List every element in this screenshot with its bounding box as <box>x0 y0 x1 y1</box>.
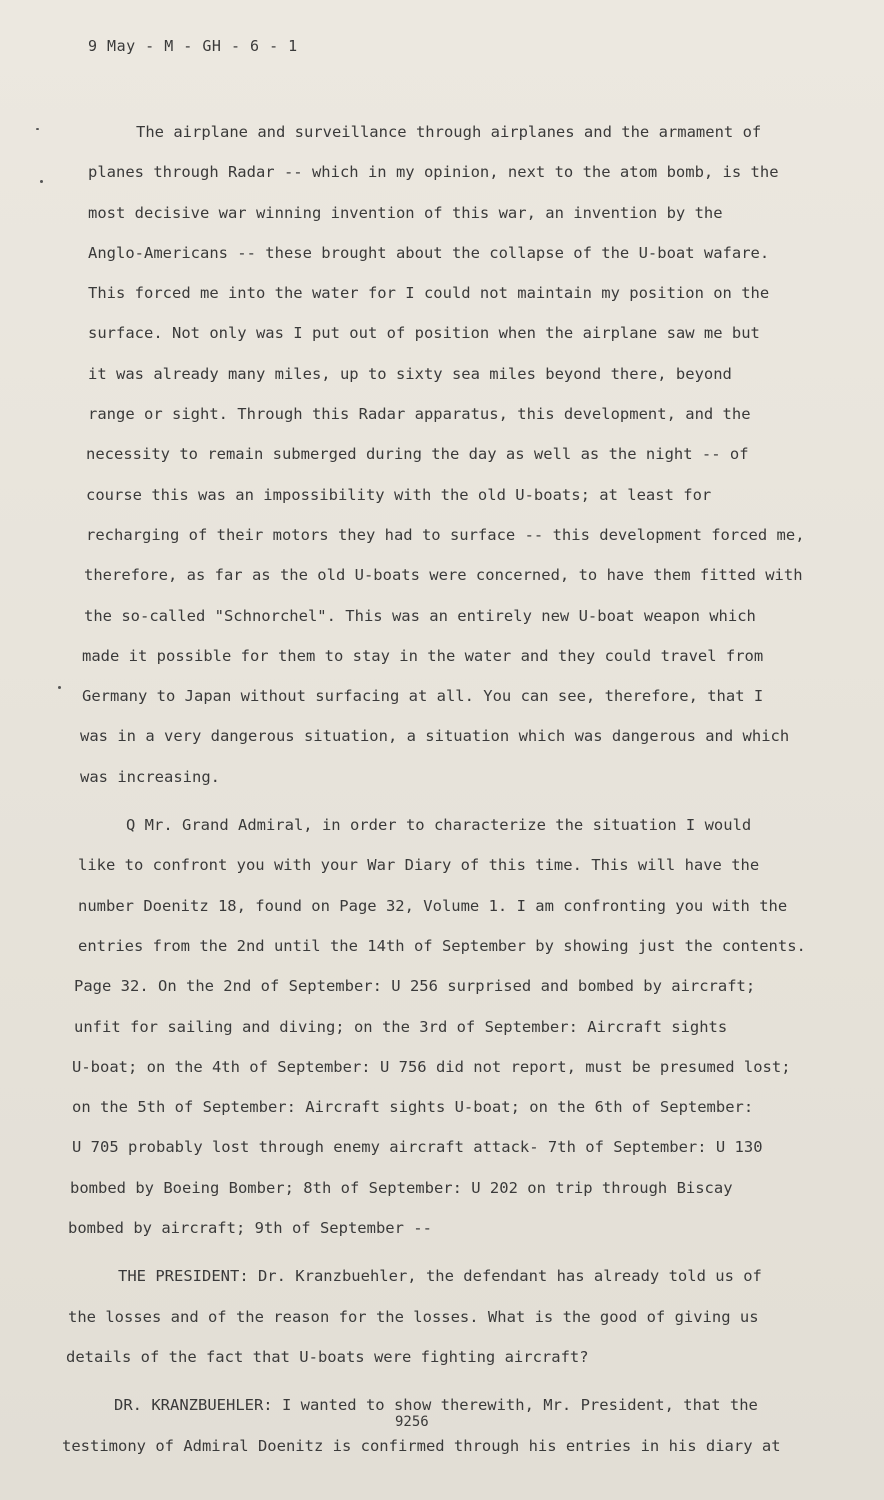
text-line: entries from the 2nd until the 14th of September by showing just the contents. <box>78 936 806 955</box>
page-header: 9 May - M - GH - 6 - 1 <box>88 37 298 55</box>
testimony-body <box>62 112 838 1466</box>
text-line: was increasing. <box>80 767 220 786</box>
paragraph-president <box>66 1256 838 1377</box>
text-line: The airplane and surveillance through airplanes and the armament of <box>136 123 762 141</box>
text-line: THE PRESIDENT: Dr. Kranzbuehler, the defendant has already told us of <box>118 1267 762 1286</box>
paper-speck <box>58 686 61 689</box>
text-line: course this was an impossibility with the old U-boats; at least for <box>86 485 712 504</box>
text-line: it was already many miles, up to sixty sea miles beyond there, beyond <box>88 364 732 383</box>
text-line: number Doenitz 18, found on Page 32, Volume 1. I am confronting you with the <box>78 896 788 915</box>
text-line: recharging of their motors they had to surface -- this development forced me, <box>86 525 805 544</box>
text-line: was in a very dangerous situation, a situation which was dangerous and which <box>80 727 790 746</box>
text-line: unfit for sailing and diving; on the 3rd of September: Aircraft sights <box>74 1017 728 1036</box>
text-line: Q Mr. Grand Admiral, in order to characterize the situation I would <box>126 816 752 835</box>
text-line: Germany to Japan without surfacing at all. You can see, therefore, that I <box>82 687 764 706</box>
text-line: testimony of Admiral Doenitz is confirmed through his entries in his diary at <box>62 1436 781 1455</box>
text-line: surface. Not only was I put out of position when the airplane saw me but <box>88 324 760 343</box>
text-line: the losses and of the reason for the losses. What is the good of giving us <box>68 1307 759 1326</box>
text-line: details of the fact that U-boats were fighting aircraft? <box>66 1347 589 1366</box>
text-line: made it possible for them to stay in the water and they could travel from <box>82 646 764 665</box>
text-line: therefore, as far as the old U-boats were concerned, to have them fitted with <box>84 566 803 585</box>
text-line: on the 5th of September: Aircraft sights U-boat; on the 6th of September: <box>72 1098 754 1117</box>
text-line: range or sight. Through this Radar apparatus, this development, and the <box>88 405 751 424</box>
text-line: U-boat; on the 4th of September: U 756 did not report, must be presumed lost; <box>72 1057 791 1076</box>
text-line: bombed by Boeing Bomber; 8th of September: U 202 on trip through Biscay <box>70 1178 733 1197</box>
text-line: Page 32. On the 2nd of September: U 256 surprised and bombed by aircraft; <box>74 977 756 996</box>
text-line: This forced me into the water for I could not maintain my position on the <box>88 284 770 303</box>
paper-speck <box>40 180 43 183</box>
text-line: like to confront you with your War Diary of this time. This will have the <box>78 856 760 875</box>
text-line: planes through Radar -- which in my opinion, next to the atom bomb, is the <box>88 163 779 182</box>
text-line: Anglo-Americans -- these brought about the collapse of the U-boat wafare. <box>88 243 770 262</box>
text-line: U 705 probably lost through enemy aircraft attack- 7th of September: U 130 <box>72 1138 763 1157</box>
text-line: DR. KRANZBUEHLER: I wanted to show therewith, Mr. President, that the <box>114 1396 758 1415</box>
paragraph-testimony <box>78 112 838 797</box>
text-line: bombed by aircraft; 9th of September -- <box>68 1219 432 1238</box>
page-number: 9256 <box>395 1414 429 1430</box>
text-line: the so-called "Schnorchel". This was an entirely new U-boat weapon which <box>84 606 756 625</box>
paper-speck <box>36 128 39 130</box>
text-line: necessity to remain submerged during the day as well as the night -- of <box>86 445 749 464</box>
paragraph-kranzbuehler <box>62 1385 838 1466</box>
paragraph-question <box>68 805 838 1248</box>
text-line: most decisive war winning invention of this war, an invention by the <box>88 203 723 222</box>
